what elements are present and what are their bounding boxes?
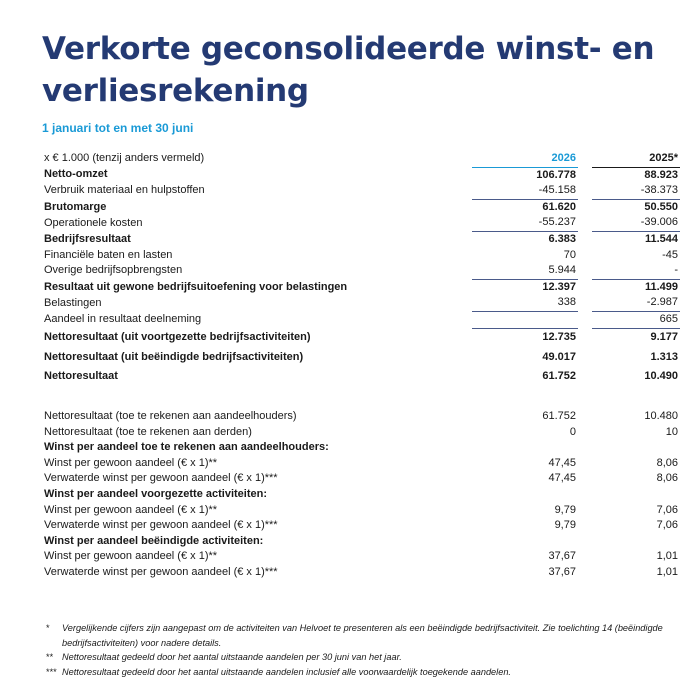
row-label: Nettoresultaat (toe te rekenen aan aandeelhouders) [44,410,297,423]
table-row [44,328,680,348]
table-row [44,565,680,581]
value-2025: 1.313 [650,350,678,363]
value-2026: 47,45 [548,472,576,485]
row-label: Verwaterde winst per gewoon aandeel (€ x 1)*** [44,472,278,485]
footnote [46,665,676,680]
footnote-mark: ** [46,652,54,662]
value-2026: 61.752 [542,410,576,423]
table-row [44,503,680,519]
value-2026: 12.397 [542,280,576,293]
value-2026: 37,67 [548,550,576,563]
table-row [44,549,680,565]
value-2025: 1,01 [656,565,678,578]
table-row [44,248,680,264]
value-2026: -45.158 [472,183,578,199]
row-label: Verwaterde winst per gewoon aandeel (€ x 1)*** [44,565,278,578]
table-row [44,518,680,534]
section-heading: Winst per aandeel voorgezette activiteiten: [44,488,268,500]
value-2025: - [592,263,680,279]
period-subtitle: 1 januari tot en met 30 juni [42,121,194,135]
table-row [44,471,680,487]
value-2026: 9,79 [554,503,576,516]
value-2025: 50.550 [644,200,678,213]
column-header-2026: 2026 [472,151,578,167]
value-2025: 10 [665,425,678,438]
column-header-2025: 2025* [592,151,680,167]
value-2025: 8,06 [656,456,678,469]
value-2026: -55.237 [472,215,578,231]
row-label: Aandeel in resultaat deelneming [44,312,202,325]
table-row [44,183,680,199]
row-label: Winst per gewoon aandeel (€ x 1)** [44,550,218,563]
table-row [44,263,680,279]
footnote-mark: * [46,623,50,633]
value-2026: 37,67 [548,565,576,578]
table-row [44,348,680,368]
value-2026: 0 [569,425,576,438]
value-2025: -39.006 [592,215,680,231]
row-label: Resultaat uit gewone bedrijfsuitoefening voor belastingen [44,280,348,293]
value-2026: 47,45 [548,456,576,469]
section-heading-row [44,487,680,503]
table-row [44,425,680,441]
table-row [44,368,680,388]
section-heading-row [44,440,680,456]
value-2026: 61.620 [542,200,576,213]
footnote-text: Nettoresultaat gedeeld door het aantal uitstaande aandelen inclusief alle voorwaardelijk toegekende aandelen. [62,666,511,677]
value-2025: -45 [662,248,678,261]
page-title: Verkorte geconsolideerde winst- en verliesrekening [42,31,655,109]
value-2025: 88.923 [644,168,678,181]
value-2025: 11.499 [644,280,678,293]
value-2025: -38.373 [592,183,680,199]
row-label: Brutomarge [44,200,107,213]
unit-label: x € 1.000 (tenzij anders vermeld) [44,152,205,165]
table-row [44,215,680,231]
table-row [44,409,680,425]
value-2026: 9,79 [554,519,576,532]
value-2025: 7,06 [656,519,678,532]
table-row [44,231,680,247]
value-2026: 70 [563,248,576,261]
value-2025: 9.177 [650,331,678,344]
value-2025: 11.544 [644,232,678,245]
value-2025: 8,06 [656,472,678,485]
row-label: Nettoresultaat (uit beëindigde bedrijfsactiviteiten) [44,350,304,363]
table-row [44,456,680,472]
section-heading-row [44,534,680,550]
footnote [46,650,676,665]
table-header-row [44,151,680,167]
value-2025: -2.987 [592,295,680,311]
value-2025: 7,06 [656,503,678,516]
row-label: Overige bedrijfsopbrengsten [44,264,183,277]
footnote-mark: *** [46,666,57,677]
value-2026: 61.752 [542,370,576,383]
value-2026: 106.778 [536,168,576,181]
value-2025: 10.490 [644,370,678,383]
value-2026 [472,311,578,328]
row-label: Winst per gewoon aandeel (€ x 1)** [44,456,218,469]
table-row [44,279,680,295]
income-statement-table [44,151,680,581]
footnote-text: Nettoresultaat gedeeld door het aantal uitstaande aandelen per 30 juni van het jaar. [62,652,402,662]
value-2026: 12.735 [542,331,576,344]
row-label: Netto-omzet [44,168,108,181]
value-2026: 338 [472,295,578,311]
value-2026: 6.383 [548,232,576,245]
row-label: Nettoresultaat (toe te rekenen aan derden) [44,425,252,438]
row-label: Nettoresultaat [44,370,118,383]
footnote [46,621,676,650]
table-row [44,167,680,183]
section-heading: Winst per aandeel toe te rekenen aan aandeelhouders: [44,441,329,454]
table-row [44,199,680,215]
value-2025: 1,01 [656,550,678,563]
row-label: Nettoresultaat (uit voortgezette bedrijfsactiviteiten) [44,331,311,344]
section-heading: Winst per aandeel beëindigde activiteiten: [44,534,264,547]
row-label: Bedrijfsresultaat [44,232,131,245]
row-label: Operationele kosten [44,216,143,229]
value-2025: 10.480 [644,410,678,423]
footnotes [46,621,676,679]
row-label: Belastingen [44,296,102,309]
value-2026: 5.944 [472,263,578,279]
row-label: Verwaterde winst per gewoon aandeel (€ x 1)*** [44,519,278,532]
footnote-text: Vergelijkende cijfers zijn aangepast om de activiteiten van Helvoet te presenteren als een beëindigde bedrijfsactiviteit. Zie toelichting 14 (beëindigde bedrijfsactiviteiten) voor nadere details. [62,623,663,648]
row-label: Financiële baten en lasten [44,248,173,261]
row-label: Verbruik materiaal en hulpstoffen [44,184,205,197]
table-row [44,295,680,311]
value-2025: 665 [592,311,680,328]
value-2026: 49.017 [542,350,576,363]
row-label: Winst per gewoon aandeel (€ x 1)** [44,503,218,516]
table-row [44,311,680,328]
